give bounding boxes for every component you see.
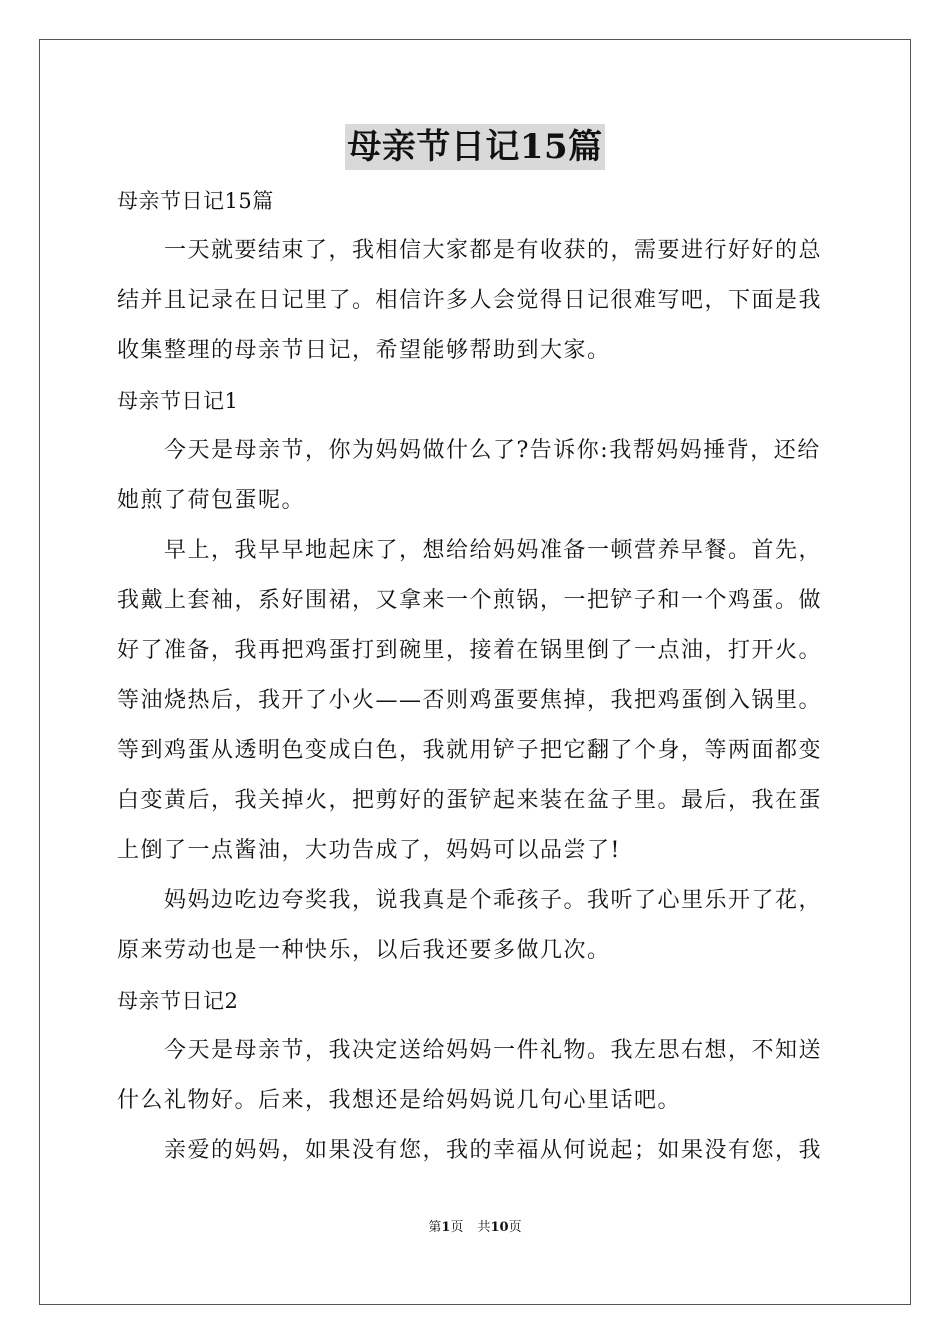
text-line: 好了准备，我再把鸡蛋打到碗里，接着在锅里倒了一点油，打开火。 [117, 638, 823, 663]
total-suffix: 页 [508, 1220, 522, 1235]
text-line: 今天是母亲节，你为妈妈做什么了?告诉你:我帮妈妈捶背，还给 [164, 438, 821, 463]
text-line: 等油烧热后，我开了小火——否则鸡蛋要焦掉，我把鸡蛋倒入锅里。 [117, 688, 823, 713]
text-line: 母亲节日记1 [117, 389, 239, 413]
text-line: 原来劳动也是一种快乐，以后我还要多做几次。 [117, 938, 611, 963]
text-line: 母亲节日记15篇 [117, 189, 274, 213]
page-prefix: 第 [428, 1220, 442, 1235]
text-line: 她煎了荷包蛋呢。 [117, 488, 306, 513]
text-line: 等到鸡蛋从透明色变成白色，我就用铲子把它翻了个身，等两面都变 [117, 738, 823, 763]
page-footer [0, 1216, 950, 1240]
page-suffix: 页 [450, 1220, 464, 1235]
text-line: 早上，我早早地起床了，想给给妈妈准备一顿营养早餐。首先， [164, 538, 823, 563]
text-line: 妈妈边吃边夸奖我，说我真是个乖孩子。我听了心里乐开了花， [164, 888, 823, 913]
text-line: 一天就要结束了，我相信大家都是有收获的，需要进行好好的总 [164, 238, 823, 263]
document-title: 母亲节日记15篇 [345, 124, 604, 170]
text-line: 今天是母亲节，我决定送给妈妈一件礼物。我左思右想，不知送 [164, 1038, 823, 1063]
text-line: 什么礼物好。后来，我想还是给妈妈说几句心里话吧。 [117, 1088, 682, 1113]
title-container [0, 124, 950, 170]
document-body [117, 176, 833, 1176]
total-pages: 10 [490, 1220, 509, 1235]
page-number: 1 [441, 1220, 451, 1235]
text-line: 白变黄后，我关掉火，把剪好的蛋铲起来装在盆子里。最后，我在蛋 [117, 788, 823, 813]
text-line: 结并且记录在日记里了。相信许多人会觉得日记很难写吧，下面是我 [117, 288, 823, 313]
text-line: 亲爱的妈妈，如果没有您，我的幸福从何说起；如果没有您，我 [164, 1138, 823, 1163]
text-line: 母亲节日记2 [117, 989, 239, 1013]
total-prefix: 共 [477, 1220, 491, 1235]
text-line: 上倒了一点酱油，大功告成了，妈妈可以品尝了! [117, 838, 621, 863]
text-line: 收集整理的母亲节日记，希望能够帮助到大家。 [117, 338, 611, 363]
text-line: 我戴上套袖，系好围裙，又拿来一个煎锅，一把铲子和一个鸡蛋。做 [117, 588, 823, 613]
